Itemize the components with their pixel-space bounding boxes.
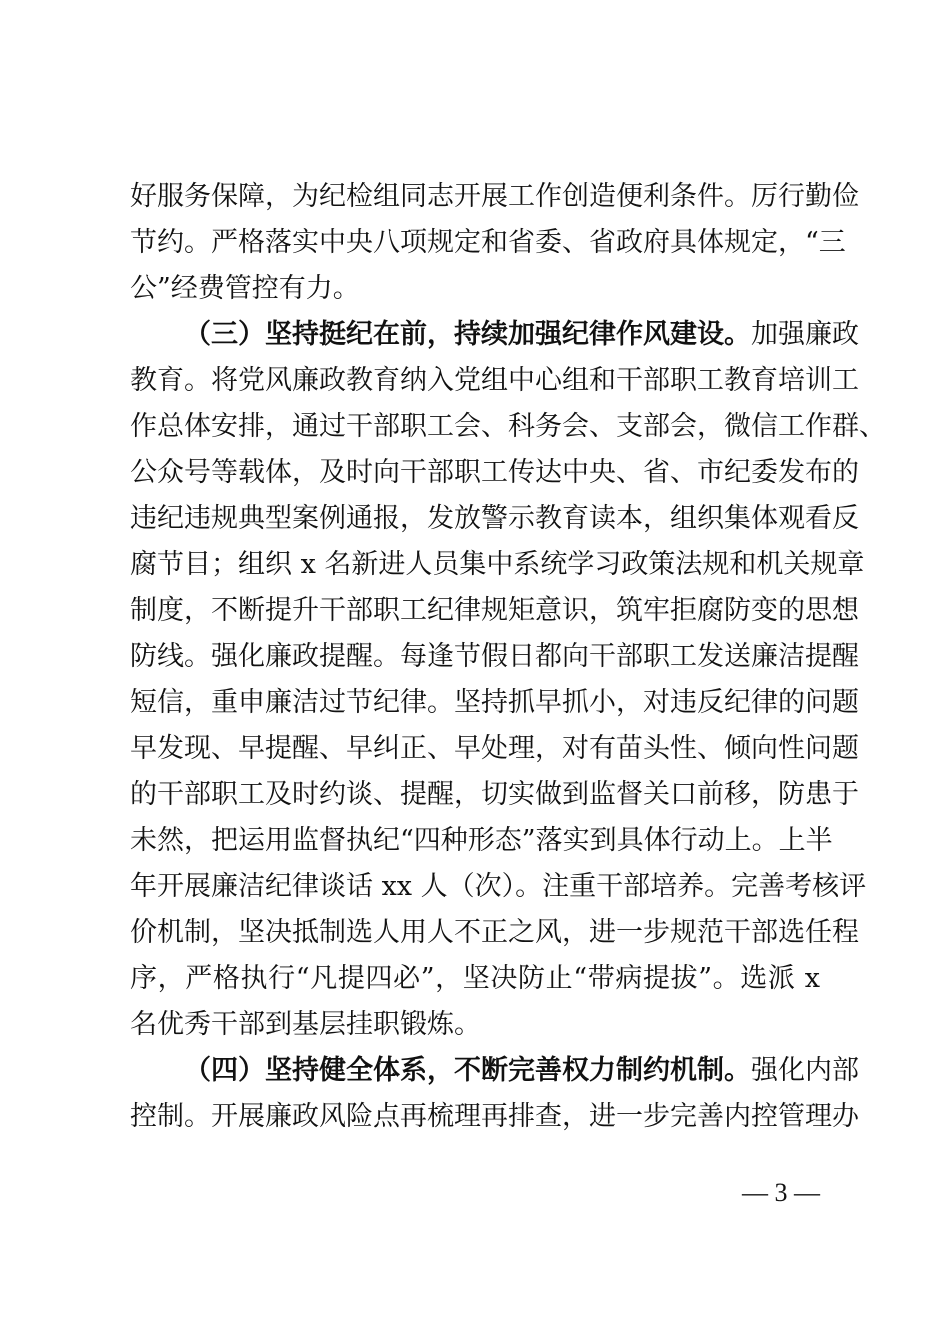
page-number: — 3 — xyxy=(742,1178,820,1207)
section-heading-line xyxy=(184,312,859,358)
text-line: 腐节目；组织 x 名新进人员集中系统学习政策法规和机关规章 xyxy=(130,549,865,580)
text-line: 教育。将党风廉政教育纳入党组中心组和干部职工教育培训工 xyxy=(130,365,859,396)
text-line: 年开展廉洁纪律谈话 xx 人（次）。注重干部培养。完善考核评 xyxy=(130,871,867,902)
text-line: 防线。强化廉政提醒。每逢节假日都向干部职工发送廉洁提醒 xyxy=(130,641,859,672)
text-line: 好服务保障，为纪检组同志开展工作创造便利条件。厉行勤俭 xyxy=(130,181,859,212)
text-line: 的干部职工及时约谈、提醒，切实做到监督关口前移，防患于 xyxy=(130,779,859,810)
text-line: 名优秀干部到基层挂职锻炼。 xyxy=(130,1009,481,1040)
text-line: 节约。严格落实中央八项规定和省委、省政府具体规定，“三 xyxy=(130,227,846,258)
text-line: 序，严格执行“凡提四必”，坚决防止“带病提拔”。选派 x xyxy=(130,963,820,994)
text-line: 价机制，坚决抵制选人用人不正之风，进一步规范干部选任程 xyxy=(130,917,859,948)
text-line: 违纪违规典型案例通报，发放警示教育读本，组织集体观看反 xyxy=(130,503,859,534)
text-run: 强化内部 xyxy=(751,1055,859,1086)
section-heading-line xyxy=(184,1048,859,1094)
text-line: 短信，重申廉洁过节纪律。坚持抓早抓小，对违反纪律的问题 xyxy=(130,687,859,718)
text-line: 公”经费管控有力。 xyxy=(130,273,360,304)
text-line: 未然，把运用监督执纪“四种形态”落实到具体行动上。上半 xyxy=(130,825,833,856)
section-heading: （四）坚持健全体系，不断完善权力制约机制。 xyxy=(184,1055,751,1086)
text-line: 公众号等载体，及时向干部职工传达中央、省、市纪委发布的 xyxy=(130,457,859,488)
text-line: 作总体安排，通过干部职工会、科务会、支部会，微信工作群、 xyxy=(130,411,886,442)
text-line: 制度，不断提升干部职工纪律规矩意识，筑牢拒腐防变的思想 xyxy=(130,595,859,626)
section-heading: （三）坚持挺纪在前，持续加强纪律作风建设。 xyxy=(184,319,751,350)
text-run: 加强廉政 xyxy=(751,319,859,350)
text-line: 控制。开展廉政风险点再梳理再排查，进一步完善内控管理办 xyxy=(130,1101,859,1132)
text-line: 早发现、早提醒、早纠正、早处理，对有苗头性、倾向性问题 xyxy=(130,733,859,764)
